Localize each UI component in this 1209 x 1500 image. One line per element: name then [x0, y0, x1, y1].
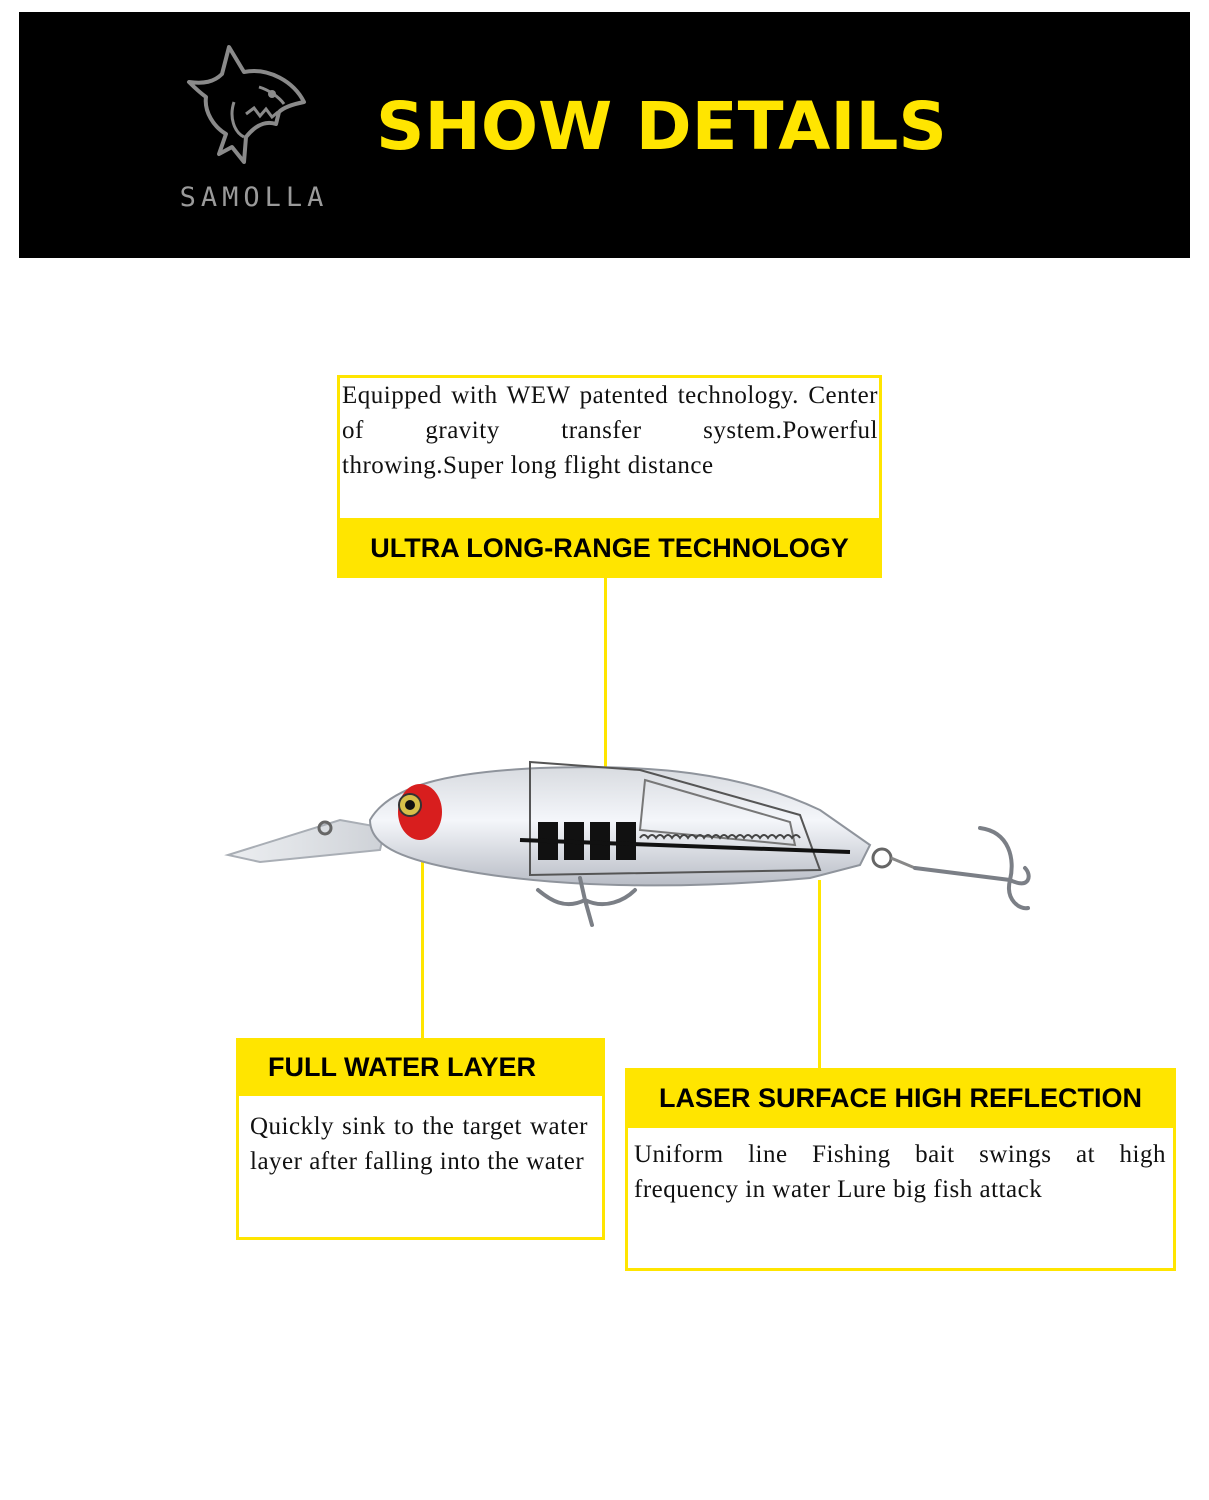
left-callout-text: Quickly sink to the target water layer after falling into the water	[250, 1113, 588, 1175]
brand-name: SAMOLLA	[179, 182, 329, 213]
brand-logo	[154, 42, 354, 232]
lure-drawing	[220, 750, 1050, 950]
top-callout-text: Equipped with WEW patented technology. Center of gravity transfer system.Powerful throwing.Super long flight distance	[342, 382, 878, 479]
page-title: SHOW DETAILS	[376, 88, 947, 165]
right-callout-heading: LASER SURFACE HIGH REFLECTION	[625, 1068, 1176, 1128]
fishing-lure-image	[220, 750, 1050, 955]
top-callout-connector	[604, 578, 607, 768]
right-callout-text: Uniform line Fishing bait swings at high frequency in water Lure big fish attack	[634, 1141, 1166, 1203]
header-banner	[19, 12, 1190, 258]
top-callout-heading: ULTRA LONG-RANGE TECHNOLOGY	[337, 518, 882, 578]
shark-logo-icon	[184, 42, 324, 187]
left-callout-heading: FULL WATER LAYER	[236, 1038, 605, 1096]
